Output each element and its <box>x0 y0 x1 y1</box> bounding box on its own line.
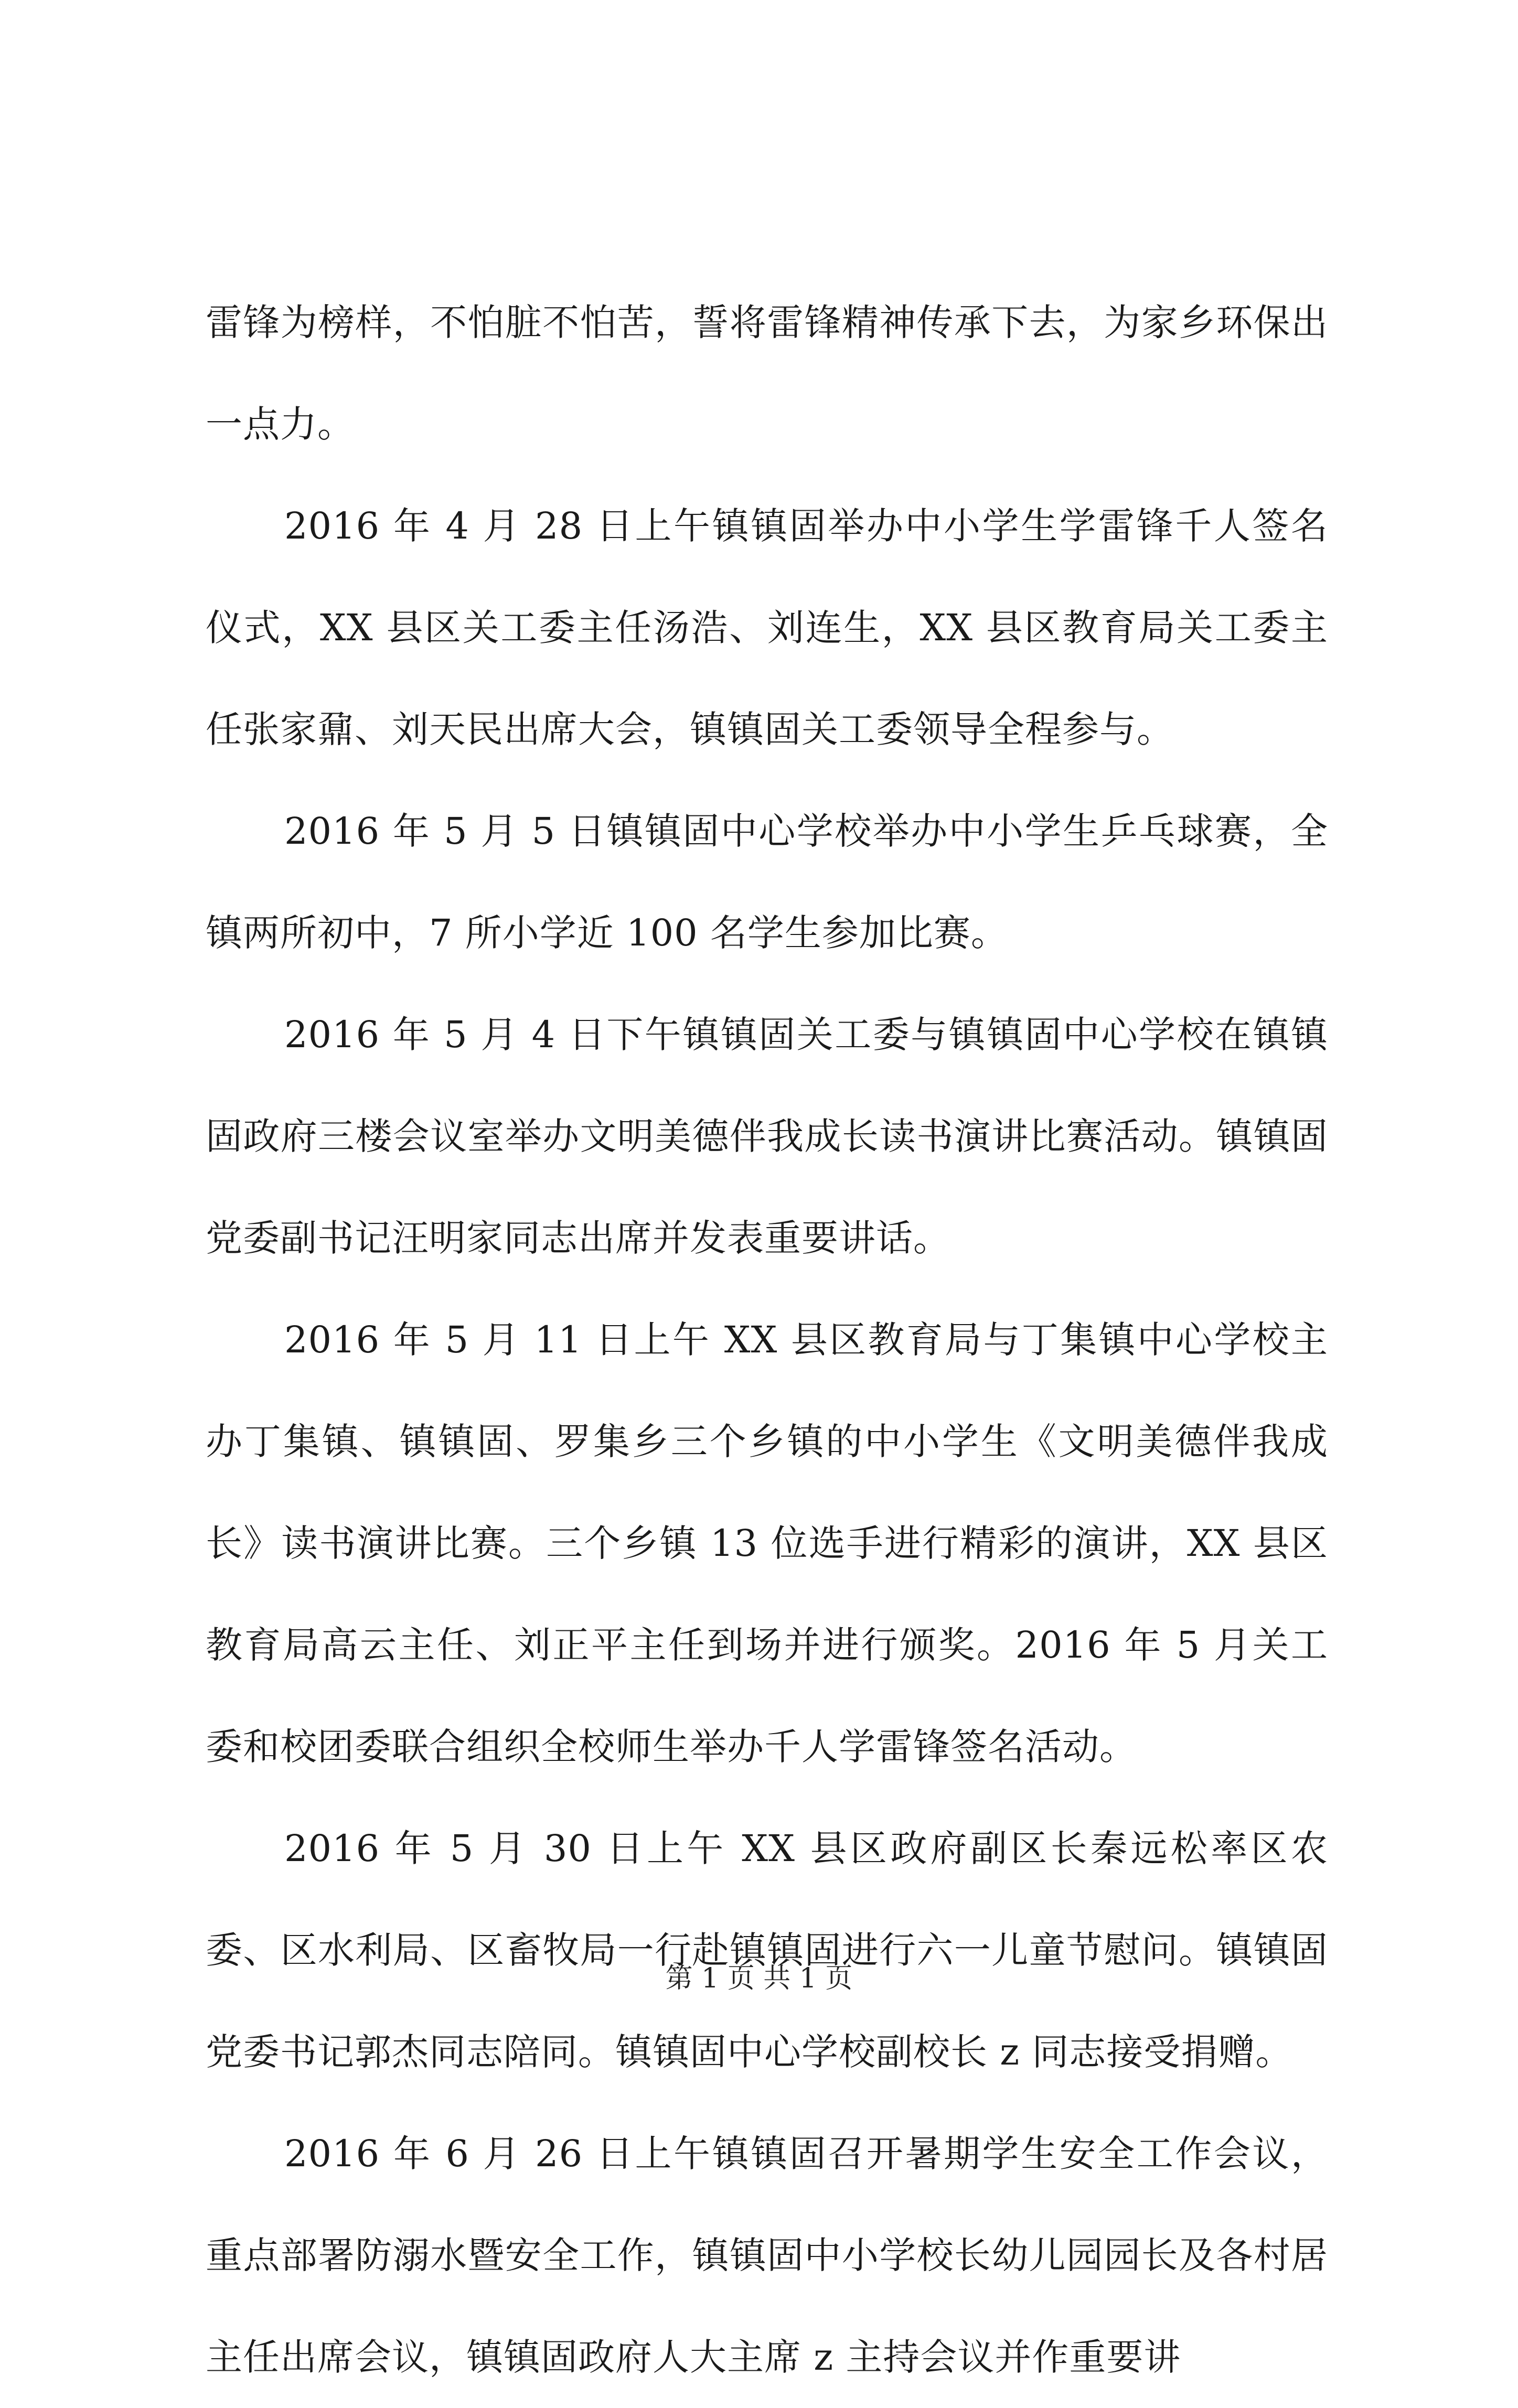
paragraph-3: 2016 年 5 月 5 日镇镇固中心学校举办中小学生乒乓球赛，全镇两所初中，7 所小学近 100 名学生参加比赛。 <box>206 810 1328 954</box>
paragraph-6: 2016 年 5 月 30 日上午 XX 县区政府副区长秦远松率区农委、区水利局、区畜牧局一行赴镇镇固进行六一儿童节慰问。镇镇固党委书记郭杰同志陪同。镇镇固中心学校副校长 z 同志接受捐赠。 <box>206 1827 1328 2073</box>
paragraph-1: 雷锋为榜样，不怕脏不怕苦，誓将雷锋精神传承下去，为家乡环保出一点力。 <box>206 301 1328 446</box>
paragraph-7: 2016 年 6 月 26 日上午镇镇固召开暑期学生安全工作会议，重点部署防溺水暨安全工作，镇镇固中小学校长幼儿园园长及各村居主任出席会议，镇镇固政府人大主席 z 主持会议并作重要讲 <box>206 2132 1328 2379</box>
page-footer <box>0 1956 1518 1995</box>
paragraph-4: 2016 年 5 月 4 日下午镇镇固关工委与镇镇固中心学校在镇镇固政府三楼会议室举办文明美德伴我成长读书演讲比赛活动。镇镇固党委副书记汪明家同志出席并发表重要讲话。 <box>206 1013 1328 1260</box>
paragraph-5: 2016 年 5 月 11 日上午 XX 县区教育局与丁集镇中心学校主办丁集镇、镇镇固、罗集乡三个乡镇的中小学生《文明美德伴我成长》读书演讲比赛。三个乡镇 13 位选手进行精彩的演讲，XX 县区教育局高云主任、刘正平主任到场并进行颁奖。2016 年 5 月关工委和校团委联合组织全校师生举办千人学雷锋签名活动。 <box>206 1318 1328 1768</box>
document-body <box>206 272 1328 2408</box>
page-number-label: 第 1 页 共 1 页 <box>665 1963 853 1994</box>
paragraph-2: 2016 年 4 月 28 日上午镇镇固举办中小学生学雷锋千人签名仪式，XX 县区关工委主任汤浩、刘连生，XX 县区教育局关工委主任张家鼐、刘天民出席大会，镇镇固关工委领导全程参与。 <box>206 504 1328 751</box>
